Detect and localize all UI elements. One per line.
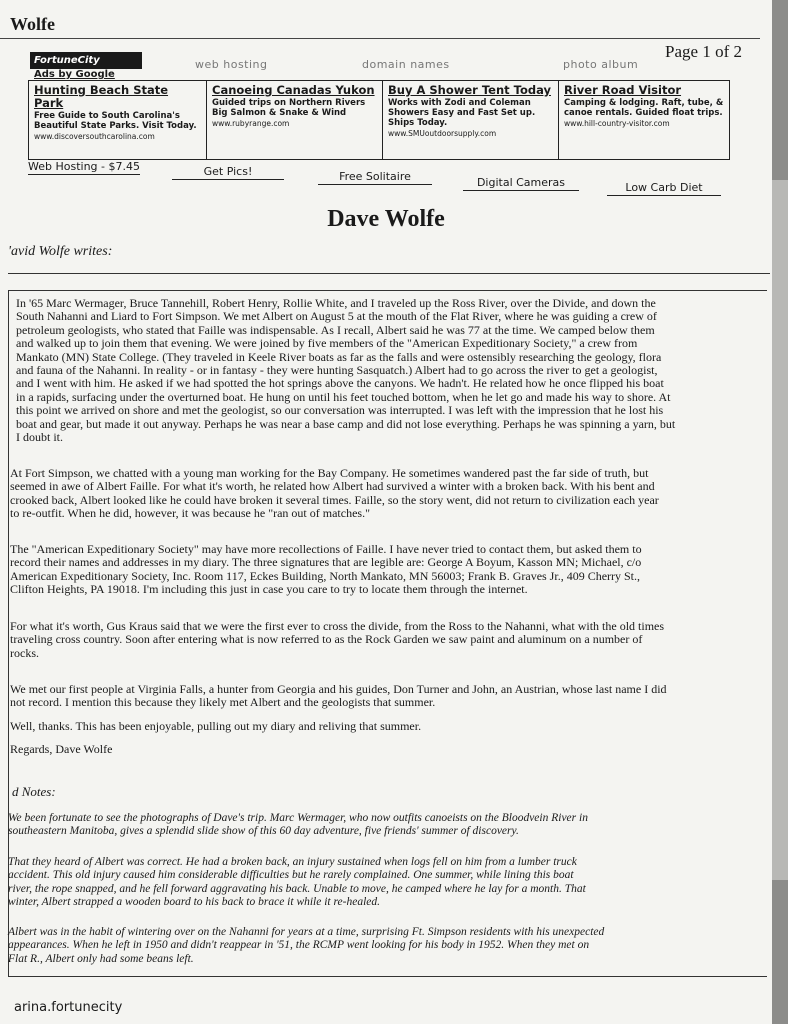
ad-hunting-beach[interactable]	[29, 81, 207, 159]
link-get-pics[interactable]: Get Pics!	[172, 165, 284, 180]
header-rule	[0, 38, 760, 39]
text-line: appearances. When he left in 1950 and didn't reappear in '51, the RCMP went looking for his body in 1952. When they met on	[8, 939, 590, 952]
notes-paragraph	[8, 856, 586, 910]
text-line: in a rapids, surfacing under the overturned boat. He hung on until his feet touched bottom, when he let go and made his way to shore. At	[16, 389, 671, 404]
ads-row	[28, 80, 730, 160]
page-edge-highlight	[772, 180, 788, 880]
ad-shower-tent[interactable]	[383, 81, 559, 159]
text-line: crooked back, Albert looked like he could have broken it several times. Faille, so the story went, did not return to civilization each year	[10, 492, 659, 507]
text-line: and walked up to join them that evening. We were joined by five members of the "American Expeditionary Society," a crew from	[16, 336, 638, 351]
text-line: We been fortunate to see the photographs of Dave's trip. Marc Wermager, who now outfits canoeists on the Bloodvein River in	[8, 812, 588, 824]
article-paragraph	[10, 543, 642, 597]
text-line: and fauna of the Nahanni. In reality - or in fantasy - they were hunting Sasquatch.) Albert had to go across the river to get a geologist,	[16, 363, 658, 378]
nav-photo-album[interactable]: photo album	[563, 58, 639, 71]
ad-description: Guided trips on Northern Rivers Big Salmon & Snake & Wind	[212, 98, 366, 118]
article-paragraph	[10, 620, 664, 660]
link-digital-cameras[interactable]: Digital Cameras	[463, 176, 579, 191]
article-paragraph	[10, 683, 667, 710]
ad-url[interactable]: www.hill-country-visitor.com	[564, 119, 670, 128]
page-number: Page 1 of 2	[665, 42, 742, 61]
text-line: We met our first people at Virginia Falls, a hunter from Georgia and his guides, Don Turner and John, an Austrian, whose last name I did	[10, 682, 667, 696]
ad-url[interactable]: www.discoversouthcarolina.com	[34, 132, 155, 141]
text-line: record their names and addresses in my diary. The three signatures that are legible are: George A Boyum, Kasson MN; Michael, c/o	[10, 555, 642, 570]
text-line: southeastern Manitoba, gives a splendid slide show of this 60 day adventure, five friends' summer of discovery.	[8, 825, 519, 838]
text-line: boat and gear, but made it out anyway. Perhaps he was near a base camp and did not lose everything. Perhaps he was spinning a yarn, but	[16, 416, 676, 431]
nav-domain-names[interactable]: domain names	[362, 58, 450, 71]
text-line: this point we arrived on shore and met the geologist, so our conversation was interrupted. I was left with the impression that he lost his	[16, 403, 664, 418]
text-line: South Nahanni and Liard to Fort Simpson. We met Albert on August 5 at the mouth of the Flat River, where he was guiding a crew of	[16, 309, 657, 324]
notes-paragraph	[8, 926, 604, 966]
text-line: and I went with him. He asked if we had spotted the hot springs above the canyons. We hadn't. He related how he once flipped his boat	[16, 376, 664, 391]
ad-title[interactable]: Hunting Beach State Park	[34, 83, 169, 110]
article-byline: 'avid Wolfe writes:	[8, 244, 113, 259]
ad-description: Camping & lodging. Raft, tube, & canoe rentals. Guided float trips.	[564, 98, 724, 118]
document-header-title: Wolfe	[10, 14, 55, 34]
link-low-carb-diet[interactable]: Low Carb Diet	[607, 181, 721, 196]
text-line: traveling cross country. Soon after entering what is now referred to as the Rock Garden we saw paint and aluminum on a number of	[10, 632, 643, 647]
text-line: petroleum geologists, who stated that Faille was indispensable. As I recall, Albert said he was 77 at the time. We camped below them	[16, 322, 655, 337]
text-line: In '65 Marc Wermager, Bruce Tannehill, Robert Henry, Rollie White, and I traveled up the Ross River, over the Divide, and down the	[16, 296, 656, 310]
nav-web-hosting[interactable]: web hosting	[195, 58, 268, 71]
ad-url[interactable]: www.SMUoutdoorsupply.com	[388, 129, 497, 138]
ad-river-road[interactable]	[559, 81, 729, 159]
ad-description: Works with Zodi and Coleman Showers Easy and Fast Set up. Ships Today.	[388, 98, 536, 128]
link-web-hosting[interactable]: Web Hosting - $7.45	[28, 160, 140, 173]
text-line: not record. I mention this because they likely met Albert and the geologists that summer.	[10, 695, 436, 710]
text-line: Regards, Dave Wolfe	[10, 742, 113, 756]
article-paragraph	[16, 297, 675, 444]
text-line: For what it's worth, Gus Kraus said that we were the first ever to cross the divide, from the Ross to the Nahanni, what with the old times	[10, 619, 665, 633]
text-line: That they heard of Albert was correct. He had a broken back, an injury sustained when logs fell on him from a lumber truck	[8, 856, 577, 868]
text-line: Clifton Heights, PA 19018. I'm including this just in case you care to try to locate them through the internet.	[10, 582, 528, 597]
notes-heading: d Notes:	[12, 784, 56, 799]
link-free-solitaire[interactable]: Free Solitaire	[318, 170, 432, 185]
text-line: At Fort Simpson, we chatted with a young man working for the Bay Company. He sometimes wandered past the far side of truth, but	[10, 466, 649, 480]
text-line: river, the rope snapped, and he fell forward aggravating his back. Unable to move, he camped where he lay for a month. That	[8, 882, 586, 895]
article-paragraph	[10, 720, 421, 733]
text-line: accident. This old injury caused him considerable difficulties but he rarely complained. One summer, while lining this boat	[8, 869, 574, 882]
notes-paragraph	[8, 812, 588, 839]
article-title: Dave Wolfe	[327, 206, 445, 232]
text-line: The "American Expeditionary Society" may have more recollections of Faille. I have never tried to contact them, but asked them to	[10, 542, 642, 556]
footer-url[interactable]: arina.fortunecity	[14, 1000, 123, 1015]
byline-rule	[8, 273, 770, 274]
ad-url[interactable]: www.rubyrange.com	[212, 119, 290, 128]
text-line: seemed in awe of Albert Faille. For what it's worth, he related how Albert had survived a winter with a broken back. With his bent and	[10, 479, 655, 494]
text-line: rocks.	[10, 645, 39, 660]
ads-by-google-label[interactable]: Ads by Google	[34, 69, 115, 80]
text-line: winter, Albert strapped a wooden board to his back to brace it while it re-healed.	[8, 896, 381, 909]
article-paragraph	[10, 467, 659, 521]
fortunecity-logo[interactable]: FortuneCity	[30, 52, 142, 69]
text-line: to re-outfit. When he did, however, it was because he "ran out of matches."	[10, 506, 370, 521]
ad-description: Free Guide to South Carolina's Beautiful State Parks. Visit Today.	[34, 111, 197, 131]
text-line: Albert was in the habit of wintering over on the Nahanni for years at a time, surprising Ft. Simpson residents with his unexpected	[8, 926, 605, 938]
text-line: American Expeditionary Society, Inc. Room 117, Eckes Building, North Mankato, MN 56003; Frank B. Graves Jr., 409 Cherry St.,	[10, 568, 641, 583]
text-line: I doubt it.	[16, 430, 63, 445]
text-line: Flat R., Albert only had some beans left.	[8, 952, 194, 965]
ad-title[interactable]: River Road Visitor	[564, 83, 682, 97]
ad-title[interactable]: Canoeing Canadas Yukon	[212, 83, 375, 97]
ad-canoeing-yukon[interactable]	[207, 81, 383, 159]
ad-title[interactable]: Buy A Shower Tent Today	[388, 83, 551, 97]
article-signoff	[10, 743, 112, 756]
text-line: Well, thanks. This has been enjoyable, pulling out my diary and reliving that summer.	[10, 719, 422, 733]
text-line: Mankato (MN) State College. (They traveled in Keele River boats as far as the falls and were ostensibly researching the geology, flora	[16, 349, 662, 364]
